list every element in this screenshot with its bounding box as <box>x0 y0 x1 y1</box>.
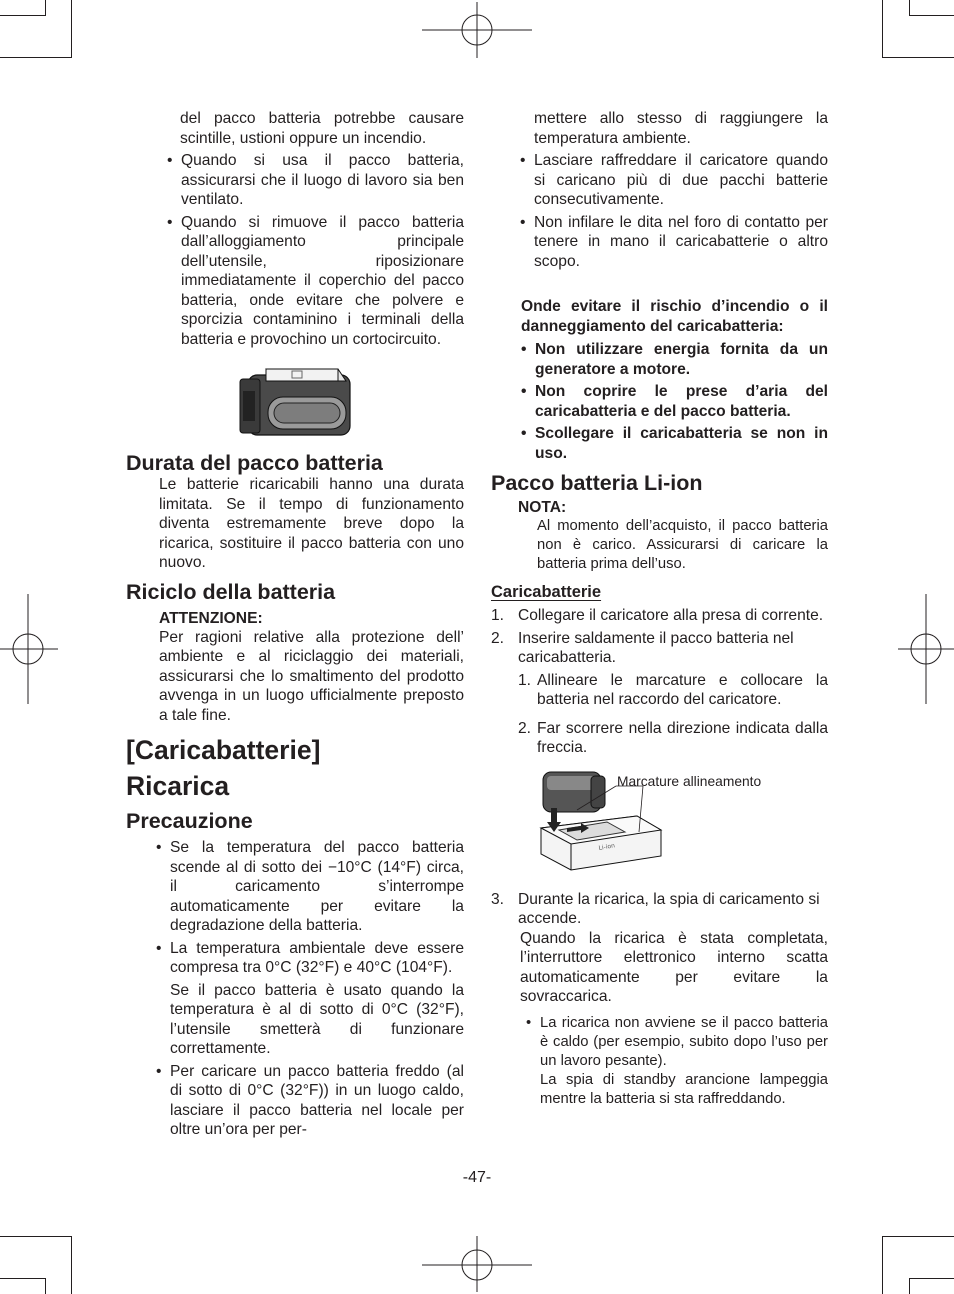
precauzione-note: Se il pacco batteria è usato quando la temperatura è al di sotto di 0°C (32°F), l’utensile smetterà di funzionare correttamente. <box>170 981 464 1057</box>
bullet-hot-battery: • La ricarica non avviene se il pacco batteria è caldo (per esempio, subito dopo l’uso per un lavoro pesante). <box>526 1014 828 1072</box>
step-1-text: Collegare il caricatore alla presa di corrente. <box>518 607 824 625</box>
fire-bullets <box>521 340 828 463</box>
attenzione-text: Per ragioni relative alla protezione dell’ ambiente e al riciclaggio dei materiali, assicurarsi che lo smaltimento del prodotto avvenga in un luogo ufficialmente preposto a tale fine. <box>159 628 464 724</box>
step-1 <box>491 606 828 626</box>
liion-heading: Pacco batteria Li-ion <box>491 471 703 495</box>
bullet-ambient-temp: • La temperatura ambientale deve essere compresa tra 0°C (32°F) e 40°C (104°F). <box>156 939 464 978</box>
substep-2-text: Far scorrere nella direzione indicata dalla freccia. <box>537 719 828 757</box>
right-column <box>491 109 828 1110</box>
charger-figure <box>491 766 828 884</box>
nota-text: Al momento dell’acquisto, il pacco batteria non è carico. Assicurarsi di caricare la batteria prima dell’uso. <box>537 518 828 573</box>
substep-2-number: 2. <box>518 719 532 737</box>
substep-1 <box>518 671 828 710</box>
intro-text: del pacco batteria potrebbe causare scintille, ustioni oppure un incendio. <box>180 110 464 147</box>
attenzione-label: ATTENZIONE: <box>159 609 263 627</box>
step-2-number: 2. <box>491 629 505 647</box>
registration-mark-left <box>0 594 60 704</box>
precauzione-heading: Precauzione <box>126 809 253 833</box>
charging-steps <box>491 606 828 758</box>
bullet-contact-hole: • Non infilare le dita nel foro di contatto per tenere in mano il caricabatterie o altro scopo. <box>520 213 828 272</box>
bullet-unplug: • Scollegare il caricabatteria se non in uso. <box>521 424 828 463</box>
riciclo-heading: Riciclo della batteria <box>126 579 336 604</box>
durata-text: Le batterie ricaricabili hanno una durata limitata. Se il tempo di funzionamento diventa estremamente breve dopo la ricarica, sostituire il pacco batteria con uno nuovo. <box>159 476 464 571</box>
safety-bullets <box>167 151 464 349</box>
precauzione-bullets <box>156 838 464 1140</box>
standby-note: La spia di standby arancione lampeggia mentre la batteria si sta raffreddando. <box>540 1072 828 1108</box>
section-title-ricarica: Ricarica <box>126 771 230 801</box>
bullet-cool-charger: • Lasciare raffreddare il caricatore quando si caricano più di due pacchi batterie consecutivamente. <box>520 151 828 210</box>
bullet-low-temp: • Se la temperatura del pacco batteria scende al di sotto dei −10°C (14°F) circa, il caricamento s’interrompe automaticamente per evitare la degradazione della batteria. <box>156 838 464 936</box>
step-2 <box>491 629 828 668</box>
svg-text:Li-ion: Li-ion <box>598 841 616 852</box>
fire-heading: Onde evitare il rischio d’incendio o il danneggiamento del caricabatteria: <box>521 298 828 335</box>
bullet-cold-battery: • Per caricare un pacco batteria freddo (al di sotto di 0°C (32°F)) in un luogo caldo, lasciare il pacco batteria nel locale per oltre un’ora per per- <box>156 1062 464 1140</box>
step-2-text: Inserire saldamente il pacco batteria nel caricabatteria. <box>518 629 794 667</box>
registration-mark-right <box>896 594 954 704</box>
bullet-vents: • Non coprire le prese d’aria del caricabatteria e del pacco batteria. <box>521 382 828 421</box>
substep-1-number: 1. <box>518 671 532 689</box>
bullet-cover: • Quando si rimuove il pacco batteria dall’alloggiamento principale dell’utensile, riposizionare immediatamente il coperchio del pacco batteria, onde evitare che polvere e sporcizia contaminino i terminali della batteria e provochino un cortocircuito. <box>167 213 464 350</box>
page-number: -47- <box>462 1169 492 1186</box>
substeps <box>518 671 828 758</box>
step-3-number: 3. <box>491 890 505 908</box>
step-1-number: 1. <box>491 607 505 625</box>
nota-label: NOTA: <box>518 499 567 516</box>
caricabatterie-heading: Caricabatterie <box>491 582 602 601</box>
battery-pack-illustration <box>238 363 352 441</box>
final-notes <box>526 1014 828 1110</box>
step-3-text: Durante la ricarica, la spia di caricamento si accende. <box>518 890 820 928</box>
substep-2 <box>518 719 828 758</box>
registration-mark-bottom <box>422 1236 532 1294</box>
figure-label: Marcature allineamento <box>617 773 762 789</box>
registration-mark-top <box>422 0 532 60</box>
durata-heading: Durata del pacco batteria <box>126 451 383 475</box>
bullet-generator: • Non utilizzare energia fornita da un generatore a motore. <box>521 340 828 379</box>
step-3 <box>491 890 828 929</box>
section-title-caricabatterie: [Caricabatterie] <box>126 735 321 765</box>
left-column <box>126 109 464 1140</box>
continued-text: mettere allo stesso di raggiungere la temperatura ambiente. <box>534 110 828 147</box>
substep-1-text: Allineare le marcature e collocare la batteria nel raccordo del caricatore. <box>537 671 828 709</box>
step-3-detail: Quando la ricarica è stata completata, l’interruttore elettronico interno scatta automaticamente per evitare la sovraccarica. <box>520 929 828 1006</box>
bullet-ventilation: • Quando si usa il pacco batteria, assicurarsi che il luogo di lavoro sia ben ventilato. <box>167 151 464 210</box>
charger-bullets <box>520 151 828 271</box>
